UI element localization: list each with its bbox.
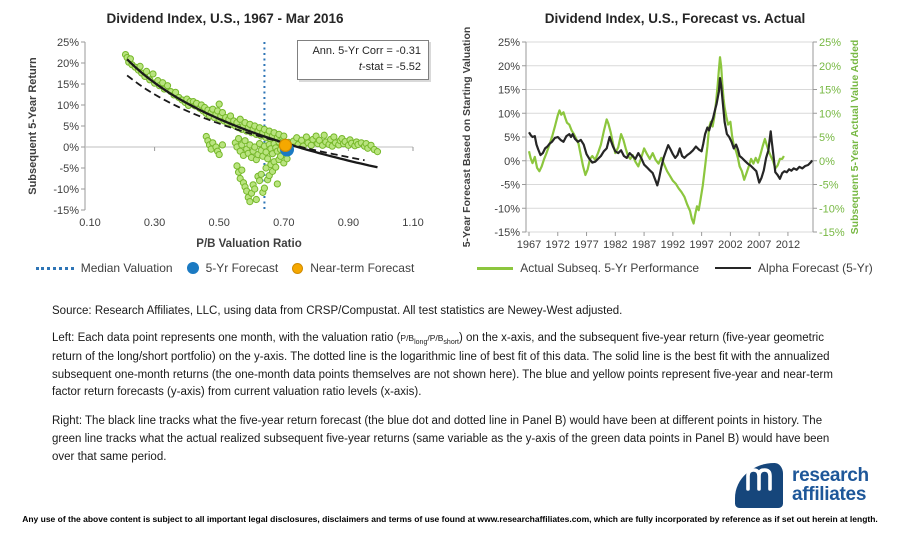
data-point [216,101,222,107]
left-y-tick-label: 25% [497,37,520,49]
right-y-tick-label: 20% [819,60,842,73]
left-y-tick-label: -5% [500,179,520,192]
left-desc-part2: ) on the x-axis, and the subsequent five-year return (five-year geometric return of the long/short portfolio) on the y-axis. The dotted line is the logarithmic line of best fit of this data. The solid line is the best fit with the annualized subsequent one-month returns (the one-month data points themselves are not shown here). The blue and yellow points represent five-year and near-term factor return forecasts (y-axis) from current valuation ratio levels (x-axis). [52,332,833,399]
logo-word-research: research [792,464,869,486]
black-line-swatch [715,267,751,270]
legend-5yr-forecast [187,261,279,275]
near-term-forecast-dot [279,139,291,151]
correlation-annotation-box [297,40,429,80]
y-tick-label: 10% [56,100,79,112]
data-point [252,186,258,192]
left-panel-description [52,330,852,402]
left-chart-legend [0,261,450,275]
legal-disclaimer: Any use of the above content is subject to all important legal disclosures, disclaimers and terms of use found at www.researchaffiliates.com, which are fully incorporated by reference as if set out herein at length. [22,514,878,524]
x-tick-label: 2002 [718,239,743,251]
x-tick-label: 1982 [603,239,628,251]
research-affiliates-logo [735,463,869,508]
frac-slash: / [427,333,430,343]
left-y-tick-label: 5% [504,132,520,144]
data-point [235,136,241,142]
right-y-tick-label: -10% [819,203,845,216]
right-y-tick-label: 10% [819,108,842,121]
data-point [273,164,279,170]
logo-wordmark [792,464,869,505]
frac-pb-long: P/B [400,333,415,343]
data-point [258,171,264,177]
legend-near-term-forecast [292,261,414,275]
x-tick-label: 0.10 [79,217,101,229]
source-note: Source: Research Affiliates, LLC, using data from CRSP/Compustat. All test statistics are Newey-West adjusted. [52,305,623,317]
y-axis-title: Subsequent 5-Year Return [27,57,39,195]
data-point [150,71,156,77]
left-y-tick-label: 15% [497,84,520,97]
left-y-tick-label: -10% [494,203,520,216]
x-tick-label: 1997 [689,239,714,251]
right-y-tick-label: 5% [819,132,835,144]
frac-sub-short: short [443,339,459,346]
data-point [239,167,245,173]
logo-word-affiliates: affiliates [792,483,867,505]
right-y-tick-label: -5% [819,179,839,192]
legend-actual-performance [477,261,699,275]
data-point [265,156,271,162]
y-tick-label: 25% [56,37,79,49]
legend-median-valuation [36,261,173,275]
right-y-tick-label: 15% [819,84,842,97]
x-tick-label: 2007 [746,239,772,251]
data-point [303,134,309,140]
y-tick-label: -15% [53,205,79,217]
y-tick-label: 15% [56,79,79,91]
left-desc-part1: Left: Each data point represents one month, with the valuation ratio ( [52,332,401,344]
data-point [281,133,287,139]
y-tick-label: -10% [53,184,79,196]
data-point [308,142,314,148]
left-y-tick-label: 20% [497,60,520,73]
y-tick-label: 5% [63,121,79,133]
legend-label: Actual Subseq. 5-Yr Performance [520,261,700,275]
x-tick-label: 2012 [775,239,801,251]
data-point [256,178,262,184]
data-point [216,151,222,157]
left-y-tick-label: 0% [504,155,520,168]
data-point [247,199,253,205]
left-chart-title: Dividend Index, U.S., 1967 - Mar 2016 [106,11,344,26]
tstat-rest: -stat = -5.52 [361,60,421,73]
data-point [164,83,170,89]
ra-logo-mark-icon [735,463,783,508]
tstat-italic-t: t [358,60,362,73]
orange-dot-swatch [292,263,303,274]
legend-alpha-forecast [715,261,873,275]
annotation-corr-line: Ann. 5-Yr Corr = -0.31 [312,45,421,57]
data-point [321,132,327,138]
y-tick-label: -5% [59,163,79,175]
ra-monogram-icon [742,463,776,493]
legend-label: Alpha Forecast (5-Yr) [758,261,873,275]
data-point [253,196,259,202]
data-point [331,134,337,140]
data-point [219,142,225,148]
x-tick-label: 0.50 [208,217,230,229]
x-tick-label: 1967 [516,239,542,251]
x-axis-title: P/B Valuation Ratio [196,238,302,250]
x-tick-label: 1992 [660,239,686,251]
right-chart-legend [450,261,900,275]
data-point [284,156,290,162]
right-y-tick-label: -15% [819,227,845,239]
right-y-axis-title: Subsequent 5-Year Actual Value Added [849,39,861,235]
left-y-tick-label: 10% [497,108,520,121]
blue-dot-swatch [187,262,199,274]
x-tick-label: 0.30 [143,217,166,229]
right-panel-description: Right: The black line tracks what the five-year return forecast (the blue dot and dotted line in Panel B) would have been at different points in history. The green line tracks what the actual realized subsequent five-year returns (same variable as the y-axis of the green data points in Panel B) would have been over that same period. [52,415,830,463]
x-tick-label: 1977 [574,239,599,251]
right-y-tick-label: 0% [819,155,835,168]
annotation-tstat-line [305,60,421,76]
data-point [274,181,280,187]
x-tick-label: 0.90 [337,217,360,229]
right-y-tick-label: 25% [819,37,842,49]
frac-pb-short: P/B [429,333,444,343]
right-chart-title: Dividend Index, U.S., Forecast vs. Actual [544,11,806,26]
right-line-chart [450,0,900,255]
green-line-swatch [477,267,513,270]
y-tick-label: 0% [63,142,79,154]
left-y-tick-label: -15% [494,227,520,239]
frac-sub-long: long [414,339,428,346]
data-point [261,185,267,191]
legend-label: Median Valuation [80,261,173,275]
x-tick-label: 1972 [545,239,571,251]
left-scatter-chart [0,0,450,255]
median-valuation-dotted-swatch [36,267,74,270]
legend-label: Near-term Forecast [310,261,415,275]
left-y-axis-title: 5-Year Forecast Based on Starting Valuation [461,26,473,248]
data-point [374,149,380,155]
x-tick-label: 0.70 [273,217,295,229]
actual-performance-line [529,57,784,223]
x-tick-label: 1.10 [402,217,424,229]
x-tick-label: 1987 [631,239,657,251]
y-tick-label: 20% [56,58,79,70]
legend-label: 5-Yr Forecast [205,261,279,275]
